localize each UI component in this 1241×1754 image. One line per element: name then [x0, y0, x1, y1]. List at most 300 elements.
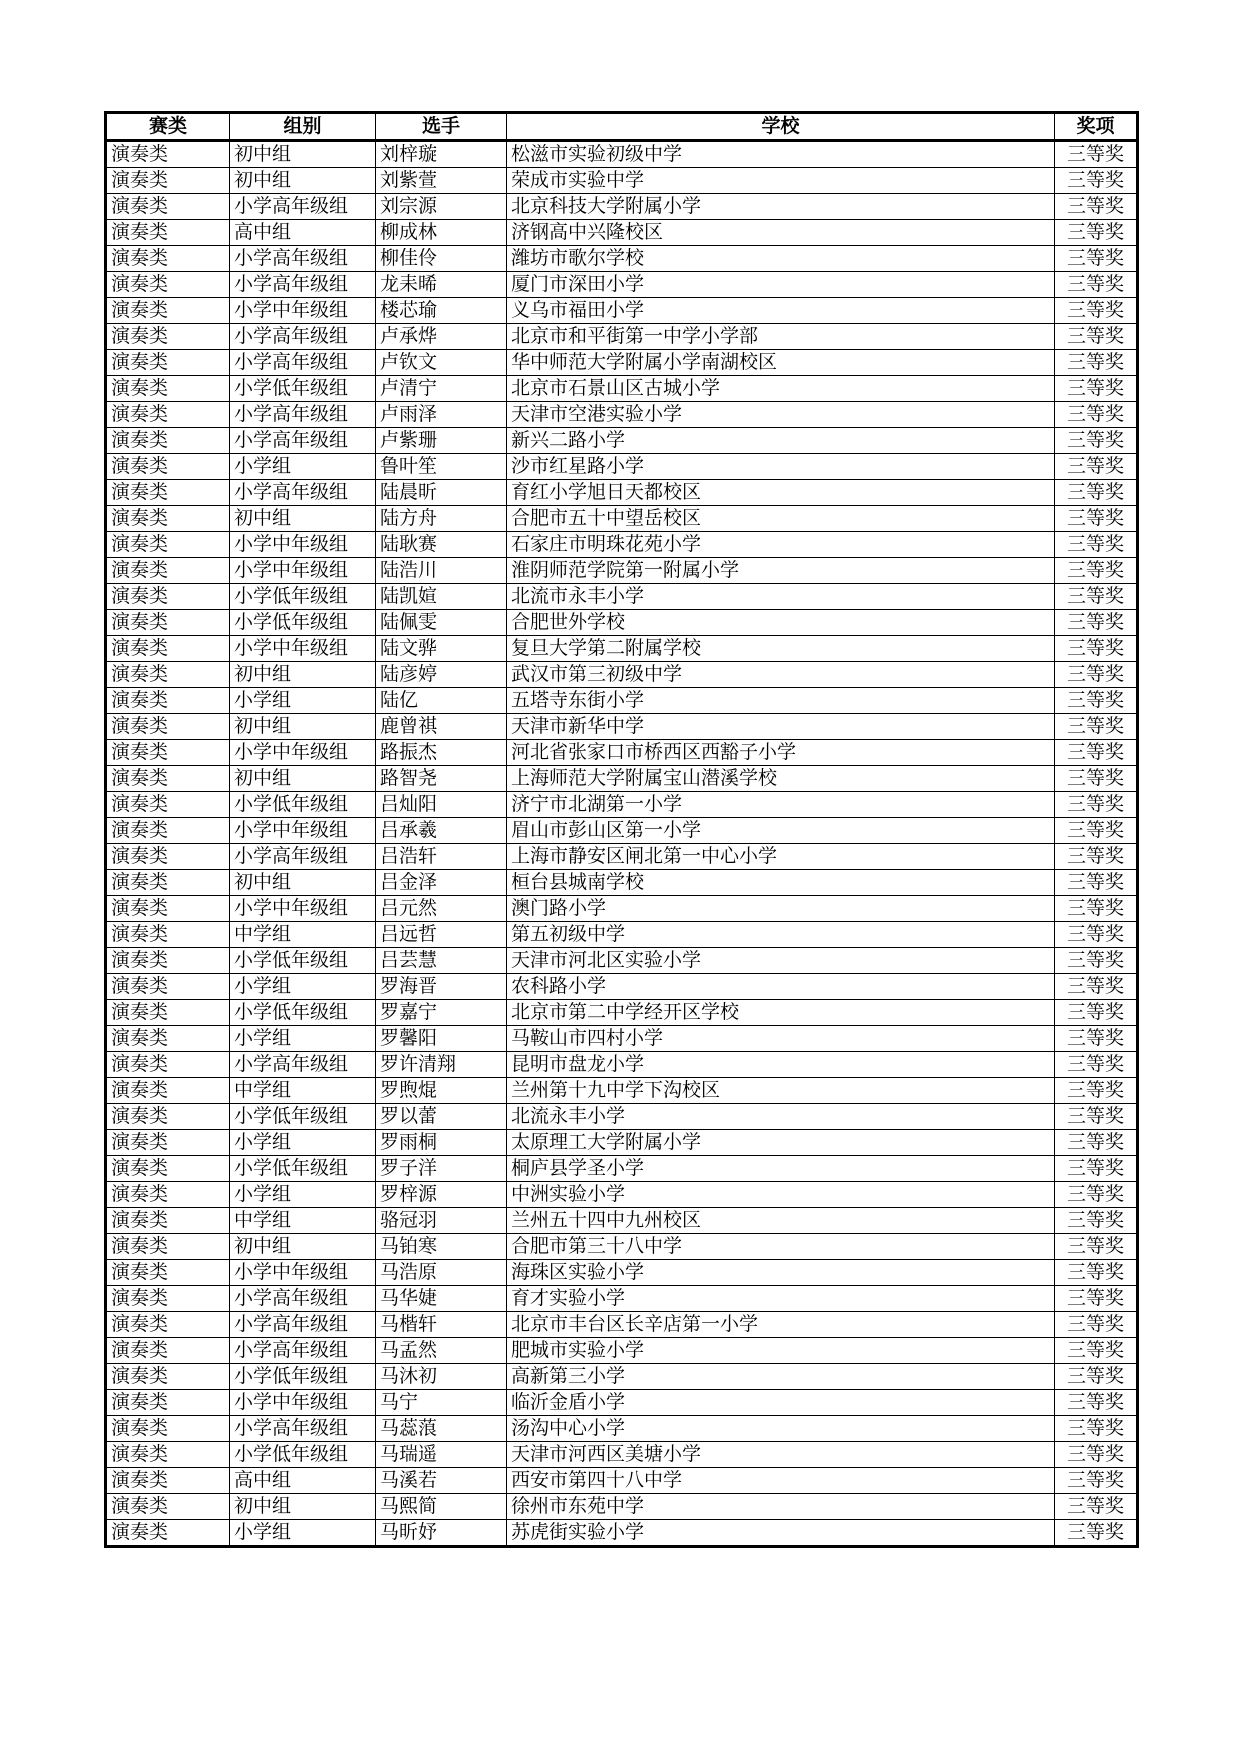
cell-group: 小学中年级组 — [230, 298, 376, 324]
table-row — [106, 896, 1138, 922]
cell-school: 眉山市彭山区第一小学 — [507, 818, 1055, 844]
cell-contestant: 卢清宁 — [376, 376, 507, 402]
cell-school: 潍坊市歌尔学校 — [507, 246, 1055, 272]
cell-category: 演奏类 — [106, 324, 230, 350]
cell-award: 三等奖 — [1055, 168, 1138, 194]
cell-award: 三等奖 — [1055, 272, 1138, 298]
cell-award: 三等奖 — [1055, 974, 1138, 1000]
cell-school: 合肥市五十中望岳校区 — [507, 506, 1055, 532]
cell-category: 演奏类 — [106, 714, 230, 740]
cell-school: 沙市红星路小学 — [507, 454, 1055, 480]
cell-school: 马鞍山市四村小学 — [507, 1026, 1055, 1052]
cell-award: 三等奖 — [1055, 610, 1138, 636]
cell-category: 演奏类 — [106, 662, 230, 688]
table-row — [106, 1000, 1138, 1026]
cell-category: 演奏类 — [106, 1182, 230, 1208]
table-row — [106, 766, 1138, 792]
cell-contestant: 柳成林 — [376, 220, 507, 246]
cell-school: 育才实验小学 — [507, 1286, 1055, 1312]
cell-category: 演奏类 — [106, 1390, 230, 1416]
cell-group: 小学高年级组 — [230, 402, 376, 428]
table-row — [106, 1338, 1138, 1364]
cell-school: 济宁市北湖第一小学 — [507, 792, 1055, 818]
cell-school: 桐庐县学圣小学 — [507, 1156, 1055, 1182]
cell-award: 三等奖 — [1055, 1520, 1138, 1547]
cell-contestant: 罗煦焜 — [376, 1078, 507, 1104]
cell-category: 演奏类 — [106, 272, 230, 298]
cell-group: 初中组 — [230, 506, 376, 532]
cell-award: 三等奖 — [1055, 480, 1138, 506]
cell-contestant: 吕远哲 — [376, 922, 507, 948]
table-row — [106, 1104, 1138, 1130]
cell-group: 小学高年级组 — [230, 194, 376, 220]
table-row — [106, 1286, 1138, 1312]
cell-school: 淮阴师范学院第一附属小学 — [507, 558, 1055, 584]
cell-award: 三等奖 — [1055, 324, 1138, 350]
table-row — [106, 194, 1138, 220]
cell-school: 天津市河北区实验小学 — [507, 948, 1055, 974]
cell-group: 小学低年级组 — [230, 584, 376, 610]
cell-category: 演奏类 — [106, 1494, 230, 1520]
cell-category: 演奏类 — [106, 1000, 230, 1026]
cell-contestant: 罗梓源 — [376, 1182, 507, 1208]
cell-school: 第五初级中学 — [507, 922, 1055, 948]
header-award: 奖项 — [1055, 113, 1138, 141]
table-row — [106, 1390, 1138, 1416]
cell-contestant: 陆晨昕 — [376, 480, 507, 506]
cell-school: 厦门市深田小学 — [507, 272, 1055, 298]
cell-category: 演奏类 — [106, 844, 230, 870]
table-row — [106, 402, 1138, 428]
cell-award: 三等奖 — [1055, 1312, 1138, 1338]
table-row — [106, 558, 1138, 584]
cell-school: 义乌市福田小学 — [507, 298, 1055, 324]
cell-category: 演奏类 — [106, 974, 230, 1000]
cell-group: 小学高年级组 — [230, 272, 376, 298]
table-row — [106, 376, 1138, 402]
cell-category: 演奏类 — [106, 194, 230, 220]
cell-group: 小学低年级组 — [230, 792, 376, 818]
table-row — [106, 454, 1138, 480]
cell-school: 新兴二路小学 — [507, 428, 1055, 454]
cell-award: 三等奖 — [1055, 532, 1138, 558]
cell-contestant: 楼芯瑜 — [376, 298, 507, 324]
cell-contestant: 马昕妤 — [376, 1520, 507, 1547]
cell-school: 北京市石景山区古城小学 — [507, 376, 1055, 402]
cell-group: 小学中年级组 — [230, 558, 376, 584]
table-row — [106, 141, 1138, 168]
cell-school: 昆明市盘龙小学 — [507, 1052, 1055, 1078]
cell-contestant: 柳佳伶 — [376, 246, 507, 272]
cell-contestant: 马溪若 — [376, 1468, 507, 1494]
cell-award: 三等奖 — [1055, 662, 1138, 688]
table-row — [106, 220, 1138, 246]
cell-category: 演奏类 — [106, 1286, 230, 1312]
cell-contestant: 刘紫萱 — [376, 168, 507, 194]
cell-group: 小学中年级组 — [230, 636, 376, 662]
cell-group: 小学组 — [230, 688, 376, 714]
cell-contestant: 马宁 — [376, 1390, 507, 1416]
cell-contestant: 马楷轩 — [376, 1312, 507, 1338]
table-row — [106, 1260, 1138, 1286]
cell-school: 五塔寺东街小学 — [507, 688, 1055, 714]
cell-school: 上海市静安区闸北第一中心小学 — [507, 844, 1055, 870]
cell-contestant: 马沐初 — [376, 1364, 507, 1390]
cell-award: 三等奖 — [1055, 1026, 1138, 1052]
header-contestant: 选手 — [376, 113, 507, 141]
table-row — [106, 1156, 1138, 1182]
table-row — [106, 1234, 1138, 1260]
cell-contestant: 卢承烨 — [376, 324, 507, 350]
cell-category: 演奏类 — [106, 896, 230, 922]
cell-award: 三等奖 — [1055, 1234, 1138, 1260]
cell-category: 演奏类 — [106, 1026, 230, 1052]
cell-contestant: 陆亿 — [376, 688, 507, 714]
cell-category: 演奏类 — [106, 870, 230, 896]
cell-group: 小学低年级组 — [230, 1364, 376, 1390]
cell-contestant: 陆凯媗 — [376, 584, 507, 610]
cell-contestant: 马铂寒 — [376, 1234, 507, 1260]
cell-category: 演奏类 — [106, 376, 230, 402]
cell-group: 小学组 — [230, 1026, 376, 1052]
cell-group: 小学高年级组 — [230, 324, 376, 350]
table-row — [106, 246, 1138, 272]
cell-contestant: 罗以蕾 — [376, 1104, 507, 1130]
cell-contestant: 刘梓璇 — [376, 141, 507, 168]
cell-category: 演奏类 — [106, 792, 230, 818]
cell-contestant: 马孟然 — [376, 1338, 507, 1364]
cell-group: 小学低年级组 — [230, 948, 376, 974]
cell-category: 演奏类 — [106, 1208, 230, 1234]
cell-category: 演奏类 — [106, 1078, 230, 1104]
table-body — [106, 141, 1138, 1547]
table-row — [106, 740, 1138, 766]
table-row — [106, 480, 1138, 506]
cell-school: 澳门路小学 — [507, 896, 1055, 922]
cell-category: 演奏类 — [106, 454, 230, 480]
header-row — [106, 113, 1138, 141]
cell-award: 三等奖 — [1055, 792, 1138, 818]
cell-school: 济钢高中兴隆校区 — [507, 220, 1055, 246]
cell-award: 三等奖 — [1055, 636, 1138, 662]
table-row — [106, 1078, 1138, 1104]
table-row — [106, 818, 1138, 844]
cell-category: 演奏类 — [106, 1156, 230, 1182]
cell-category: 演奏类 — [106, 948, 230, 974]
cell-contestant: 鹿曾祺 — [376, 714, 507, 740]
cell-contestant: 路振杰 — [376, 740, 507, 766]
cell-award: 三等奖 — [1055, 1000, 1138, 1026]
cell-school: 中洲实验小学 — [507, 1182, 1055, 1208]
cell-school: 北流永丰小学 — [507, 1104, 1055, 1130]
table-row — [106, 870, 1138, 896]
table-row — [106, 1520, 1138, 1547]
cell-award: 三等奖 — [1055, 194, 1138, 220]
cell-award: 三等奖 — [1055, 1442, 1138, 1468]
cell-group: 小学组 — [230, 1182, 376, 1208]
table-row — [106, 922, 1138, 948]
cell-group: 小学高年级组 — [230, 1312, 376, 1338]
cell-group: 小学低年级组 — [230, 1156, 376, 1182]
cell-school: 北京科技大学附属小学 — [507, 194, 1055, 220]
cell-category: 演奏类 — [106, 402, 230, 428]
cell-contestant: 吕元然 — [376, 896, 507, 922]
cell-category: 演奏类 — [106, 480, 230, 506]
cell-category: 演奏类 — [106, 506, 230, 532]
cell-contestant: 陆佩雯 — [376, 610, 507, 636]
table-row — [106, 1026, 1138, 1052]
cell-award: 三等奖 — [1055, 1286, 1138, 1312]
cell-contestant: 鲁叶笙 — [376, 454, 507, 480]
cell-group: 小学高年级组 — [230, 480, 376, 506]
cell-award: 三等奖 — [1055, 428, 1138, 454]
table-row — [106, 1052, 1138, 1078]
table-row — [106, 350, 1138, 376]
cell-category: 演奏类 — [106, 532, 230, 558]
cell-school: 汤沟中心小学 — [507, 1416, 1055, 1442]
table-row — [106, 506, 1138, 532]
cell-award: 三等奖 — [1055, 584, 1138, 610]
cell-award: 三等奖 — [1055, 376, 1138, 402]
table-row — [106, 272, 1138, 298]
cell-group: 高中组 — [230, 220, 376, 246]
cell-school: 天津市空港实验小学 — [507, 402, 1055, 428]
results-table — [104, 111, 1139, 1548]
cell-award: 三等奖 — [1055, 1156, 1138, 1182]
cell-contestant: 罗许清翔 — [376, 1052, 507, 1078]
cell-award: 三等奖 — [1055, 1494, 1138, 1520]
cell-award: 三等奖 — [1055, 454, 1138, 480]
table-row — [106, 1416, 1138, 1442]
header-school: 学校 — [507, 113, 1055, 141]
cell-school: 兰州五十四中九州校区 — [507, 1208, 1055, 1234]
cell-category: 演奏类 — [106, 1416, 230, 1442]
cell-contestant: 陆方舟 — [376, 506, 507, 532]
table-row — [106, 428, 1138, 454]
cell-category: 演奏类 — [106, 922, 230, 948]
cell-contestant: 卢雨泽 — [376, 402, 507, 428]
cell-award: 三等奖 — [1055, 246, 1138, 272]
table-row — [106, 532, 1138, 558]
cell-group: 小学低年级组 — [230, 1000, 376, 1026]
table-row — [106, 1208, 1138, 1234]
cell-award: 三等奖 — [1055, 1104, 1138, 1130]
cell-award: 三等奖 — [1055, 948, 1138, 974]
cell-category: 演奏类 — [106, 298, 230, 324]
cell-contestant: 罗嘉宁 — [376, 1000, 507, 1026]
cell-contestant: 陆耿赛 — [376, 532, 507, 558]
cell-group: 初中组 — [230, 1234, 376, 1260]
cell-school: 华中师范大学附属小学南湖校区 — [507, 350, 1055, 376]
cell-contestant: 马浩原 — [376, 1260, 507, 1286]
cell-contestant: 罗子洋 — [376, 1156, 507, 1182]
cell-category: 演奏类 — [106, 740, 230, 766]
table-row — [106, 1364, 1138, 1390]
cell-school: 松滋市实验初级中学 — [507, 141, 1055, 168]
cell-category: 演奏类 — [106, 1338, 230, 1364]
table-row — [106, 168, 1138, 194]
cell-category: 演奏类 — [106, 141, 230, 168]
cell-category: 演奏类 — [106, 1364, 230, 1390]
cell-school: 天津市新华中学 — [507, 714, 1055, 740]
table-row — [106, 1468, 1138, 1494]
cell-contestant: 马瑞遥 — [376, 1442, 507, 1468]
cell-contestant: 吕金泽 — [376, 870, 507, 896]
cell-school: 育红小学旭日天都校区 — [507, 480, 1055, 506]
table-row — [106, 974, 1138, 1000]
cell-award: 三等奖 — [1055, 1416, 1138, 1442]
cell-group: 中学组 — [230, 1208, 376, 1234]
cell-school: 上海师范大学附属宝山潜溪学校 — [507, 766, 1055, 792]
cell-group: 小学组 — [230, 1520, 376, 1547]
cell-award: 三等奖 — [1055, 714, 1138, 740]
table-row — [106, 610, 1138, 636]
cell-category: 演奏类 — [106, 610, 230, 636]
cell-group: 初中组 — [230, 168, 376, 194]
cell-group: 小学高年级组 — [230, 350, 376, 376]
table-row — [106, 792, 1138, 818]
cell-school: 北流市永丰小学 — [507, 584, 1055, 610]
cell-contestant: 骆冠羽 — [376, 1208, 507, 1234]
cell-category: 演奏类 — [106, 818, 230, 844]
cell-contestant: 吕芸慧 — [376, 948, 507, 974]
cell-group: 初中组 — [230, 1494, 376, 1520]
cell-award: 三等奖 — [1055, 141, 1138, 168]
cell-school: 桓台县城南学校 — [507, 870, 1055, 896]
cell-group: 小学组 — [230, 454, 376, 480]
cell-award: 三等奖 — [1055, 688, 1138, 714]
cell-contestant: 吕灿阳 — [376, 792, 507, 818]
cell-group: 小学中年级组 — [230, 740, 376, 766]
cell-category: 演奏类 — [106, 1130, 230, 1156]
cell-contestant: 陆浩川 — [376, 558, 507, 584]
cell-school: 徐州市东苑中学 — [507, 1494, 1055, 1520]
cell-category: 演奏类 — [106, 766, 230, 792]
cell-award: 三等奖 — [1055, 1260, 1138, 1286]
cell-group: 中学组 — [230, 922, 376, 948]
cell-group: 小学高年级组 — [230, 428, 376, 454]
table-row — [106, 662, 1138, 688]
cell-group: 小学低年级组 — [230, 1442, 376, 1468]
cell-group: 小学低年级组 — [230, 376, 376, 402]
cell-contestant: 罗海晋 — [376, 974, 507, 1000]
cell-category: 演奏类 — [106, 1234, 230, 1260]
cell-contestant: 卢钦文 — [376, 350, 507, 376]
cell-school: 苏虎街实验小学 — [507, 1520, 1055, 1547]
cell-category: 演奏类 — [106, 428, 230, 454]
cell-school: 河北省张家口市桥西区西豁子小学 — [507, 740, 1055, 766]
cell-contestant: 陆彦婷 — [376, 662, 507, 688]
cell-award: 三等奖 — [1055, 896, 1138, 922]
cell-school: 肥城市实验小学 — [507, 1338, 1055, 1364]
cell-award: 三等奖 — [1055, 818, 1138, 844]
cell-school: 石家庄市明珠花苑小学 — [507, 532, 1055, 558]
cell-category: 演奏类 — [106, 246, 230, 272]
cell-school: 临沂金盾小学 — [507, 1390, 1055, 1416]
cell-category: 演奏类 — [106, 1468, 230, 1494]
cell-group: 小学中年级组 — [230, 818, 376, 844]
cell-school: 天津市河西区美塘小学 — [507, 1442, 1055, 1468]
cell-category: 演奏类 — [106, 1312, 230, 1338]
cell-category: 演奏类 — [106, 1260, 230, 1286]
cell-award: 三等奖 — [1055, 1078, 1138, 1104]
cell-school: 武汉市第三初级中学 — [507, 662, 1055, 688]
cell-group: 初中组 — [230, 766, 376, 792]
cell-school: 海珠区实验小学 — [507, 1260, 1055, 1286]
cell-school: 高新第三小学 — [507, 1364, 1055, 1390]
cell-school: 北京市第二中学经开区学校 — [507, 1000, 1055, 1026]
cell-school: 合肥世外学校 — [507, 610, 1055, 636]
cell-award: 三等奖 — [1055, 506, 1138, 532]
cell-contestant: 马华婕 — [376, 1286, 507, 1312]
cell-group: 小学低年级组 — [230, 1104, 376, 1130]
cell-contestant: 龙耒晞 — [376, 272, 507, 298]
cell-school: 复旦大学第二附属学校 — [507, 636, 1055, 662]
cell-school: 农科路小学 — [507, 974, 1055, 1000]
cell-category: 演奏类 — [106, 1104, 230, 1130]
cell-category: 演奏类 — [106, 220, 230, 246]
cell-group: 小学高年级组 — [230, 1338, 376, 1364]
table-row — [106, 1442, 1138, 1468]
header-category: 赛类 — [106, 113, 230, 141]
cell-contestant: 罗雨桐 — [376, 1130, 507, 1156]
cell-award: 三等奖 — [1055, 558, 1138, 584]
cell-group: 中学组 — [230, 1078, 376, 1104]
cell-group: 小学高年级组 — [230, 1286, 376, 1312]
cell-group: 小学组 — [230, 1130, 376, 1156]
cell-award: 三等奖 — [1055, 766, 1138, 792]
cell-award: 三等奖 — [1055, 870, 1138, 896]
cell-school: 合肥市第三十八中学 — [507, 1234, 1055, 1260]
cell-category: 演奏类 — [106, 168, 230, 194]
cell-category: 演奏类 — [106, 558, 230, 584]
cell-category: 演奏类 — [106, 636, 230, 662]
cell-group: 初中组 — [230, 141, 376, 168]
cell-award: 三等奖 — [1055, 1338, 1138, 1364]
cell-school: 荣成市实验中学 — [507, 168, 1055, 194]
table-row — [106, 636, 1138, 662]
table-row — [106, 1182, 1138, 1208]
cell-school: 北京市和平街第一中学小学部 — [507, 324, 1055, 350]
table-row — [106, 714, 1138, 740]
table-row — [106, 948, 1138, 974]
cell-award: 三等奖 — [1055, 1364, 1138, 1390]
table-row — [106, 1494, 1138, 1520]
cell-group: 小学中年级组 — [230, 532, 376, 558]
table-row — [106, 1130, 1138, 1156]
cell-contestant: 马蕊蒗 — [376, 1416, 507, 1442]
cell-contestant: 马熙简 — [376, 1494, 507, 1520]
table-row — [106, 688, 1138, 714]
table-row — [106, 298, 1138, 324]
cell-group: 高中组 — [230, 1468, 376, 1494]
cell-award: 三等奖 — [1055, 1208, 1138, 1234]
cell-award: 三等奖 — [1055, 1052, 1138, 1078]
cell-award: 三等奖 — [1055, 844, 1138, 870]
table-row — [106, 584, 1138, 610]
cell-category: 演奏类 — [106, 688, 230, 714]
cell-category: 演奏类 — [106, 1520, 230, 1547]
cell-category: 演奏类 — [106, 350, 230, 376]
cell-award: 三等奖 — [1055, 922, 1138, 948]
cell-award: 三等奖 — [1055, 740, 1138, 766]
cell-contestant: 路智尧 — [376, 766, 507, 792]
cell-award: 三等奖 — [1055, 1468, 1138, 1494]
header-group: 组别 — [230, 113, 376, 141]
table-row — [106, 324, 1138, 350]
cell-group: 初中组 — [230, 714, 376, 740]
cell-group: 初中组 — [230, 662, 376, 688]
